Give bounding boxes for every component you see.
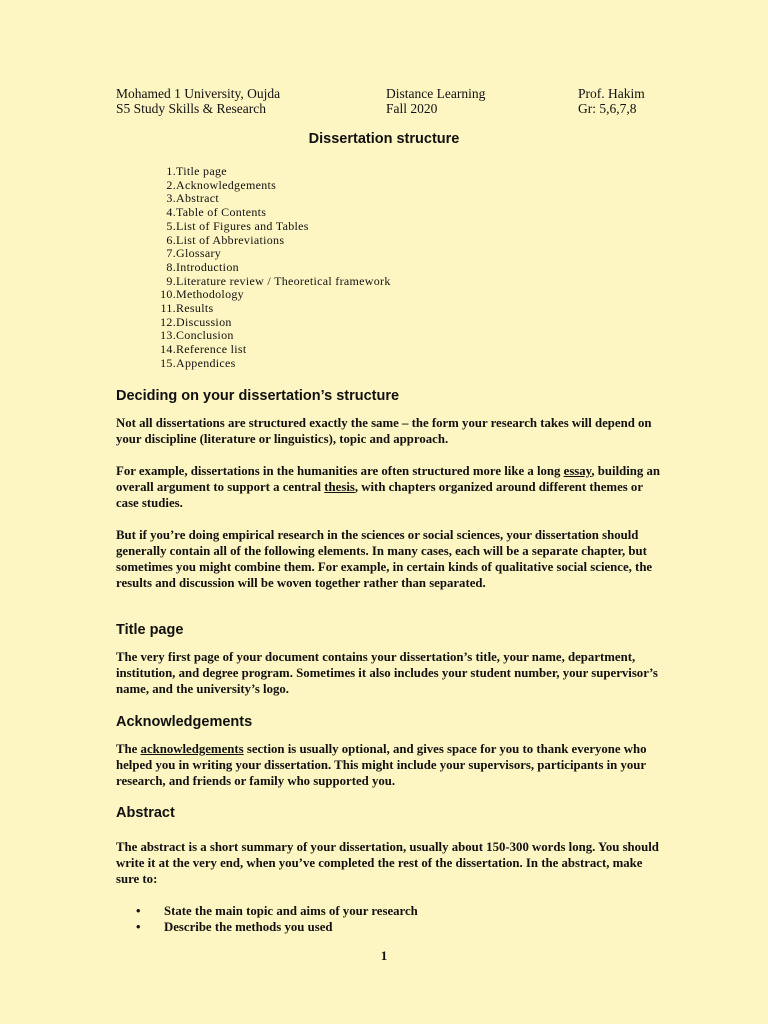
structure-list — [150, 165, 391, 371]
list-item: 5. List of Figures and Tables — [166, 218, 309, 233]
paragraph-deciding-1: Not all dissertations are structured exactly the same – the form your research takes will depend on your discipline (literature or linguistics), topic and approach. — [116, 416, 652, 446]
paragraph-title-page: The very first page of your document contains your dissertation’s title, your name, department, institution, and degree program. Sometimes it also includes your student number, your supervisor’s name, and the university’s logo. — [116, 650, 658, 696]
thesis-link[interactable]: thesis — [324, 480, 355, 494]
list-item: 6. List of Abbreviations — [166, 232, 285, 247]
paragraph-acknowledgements: The acknowledgements section is usually optional, and gives space for you to thank everyone who helped you in writing your dissertation. This might include your supervisors, participants in your research, and friends or family who supported you. — [116, 742, 647, 788]
header-university: Mohamed 1 University, Oujda — [116, 86, 281, 101]
list-item: 11. Results — [160, 301, 214, 316]
header-course: S5 Study Skills & Research — [116, 101, 267, 116]
essay-link[interactable]: essay — [563, 464, 592, 478]
page-title: Dissertation structure — [308, 131, 460, 147]
list-item: 3. Abstract — [166, 191, 220, 206]
header-term: Fall 2020 — [386, 101, 438, 116]
paragraph-abstract: The abstract is a short summary of your dissertation, usually about 150-300 words long. You should write it at the very end, when you’ve completed the rest of the dissertation. In the abstract, make sure to: — [116, 840, 659, 886]
section-heading-abstract: Abstract — [116, 805, 175, 821]
acknowledgements-link[interactable]: acknowledgements — [140, 742, 244, 756]
list-item: 9. Literature review / Theoretical framework — [166, 273, 391, 288]
section-heading-title-page: Title page — [116, 622, 184, 638]
list-item: 13. Conclusion — [160, 328, 234, 343]
list-item: 12. Discussion — [160, 314, 232, 329]
list-item: 15. Appendices — [160, 355, 236, 370]
list-item: • State the main topic and aims of your research — [136, 904, 418, 918]
list-item: 1. Title page — [166, 164, 227, 178]
list-item: 10. Methodology — [160, 287, 244, 302]
bullet-icon: • — [136, 920, 141, 934]
bullet-icon: • — [136, 904, 141, 918]
page-number: 1 — [380, 948, 388, 963]
list-item: 8. Introduction — [166, 259, 239, 274]
paragraph-deciding-3: But if you’re doing empirical research in the sciences or social sciences, your dissertation should generally contain all of the following elements. In many cases, each will be a separate chapter, but sometimes you might combine them. For example, in certain kinds of qualitative social science, the results and discussion will be woven together rather than separated. — [116, 528, 653, 590]
paragraph-deciding-2: For example, dissertations in the humanities are often structured more like a long essay, building an overall argument to support a central thesis, with chapters organized around different themes or case studies. — [116, 464, 661, 510]
list-item: 14. Reference list — [160, 342, 247, 357]
header-program: Distance Learning — [386, 86, 486, 101]
header-professor: Prof. Hakim — [578, 86, 645, 101]
section-heading-acknowledgements: Acknowledgements — [116, 714, 253, 730]
list-item: 2. Acknowledgements — [166, 177, 277, 192]
list-item: 7. Glossary — [166, 246, 222, 261]
abstract-bullet-list — [136, 903, 418, 935]
list-item: • Describe the methods you used — [136, 920, 333, 934]
section-heading-deciding: Deciding on your dissertation’s structure — [116, 388, 400, 404]
list-item: 4. Table of Contents — [166, 205, 267, 220]
header-groups: Gr: 5,6,7,8 — [578, 101, 637, 116]
